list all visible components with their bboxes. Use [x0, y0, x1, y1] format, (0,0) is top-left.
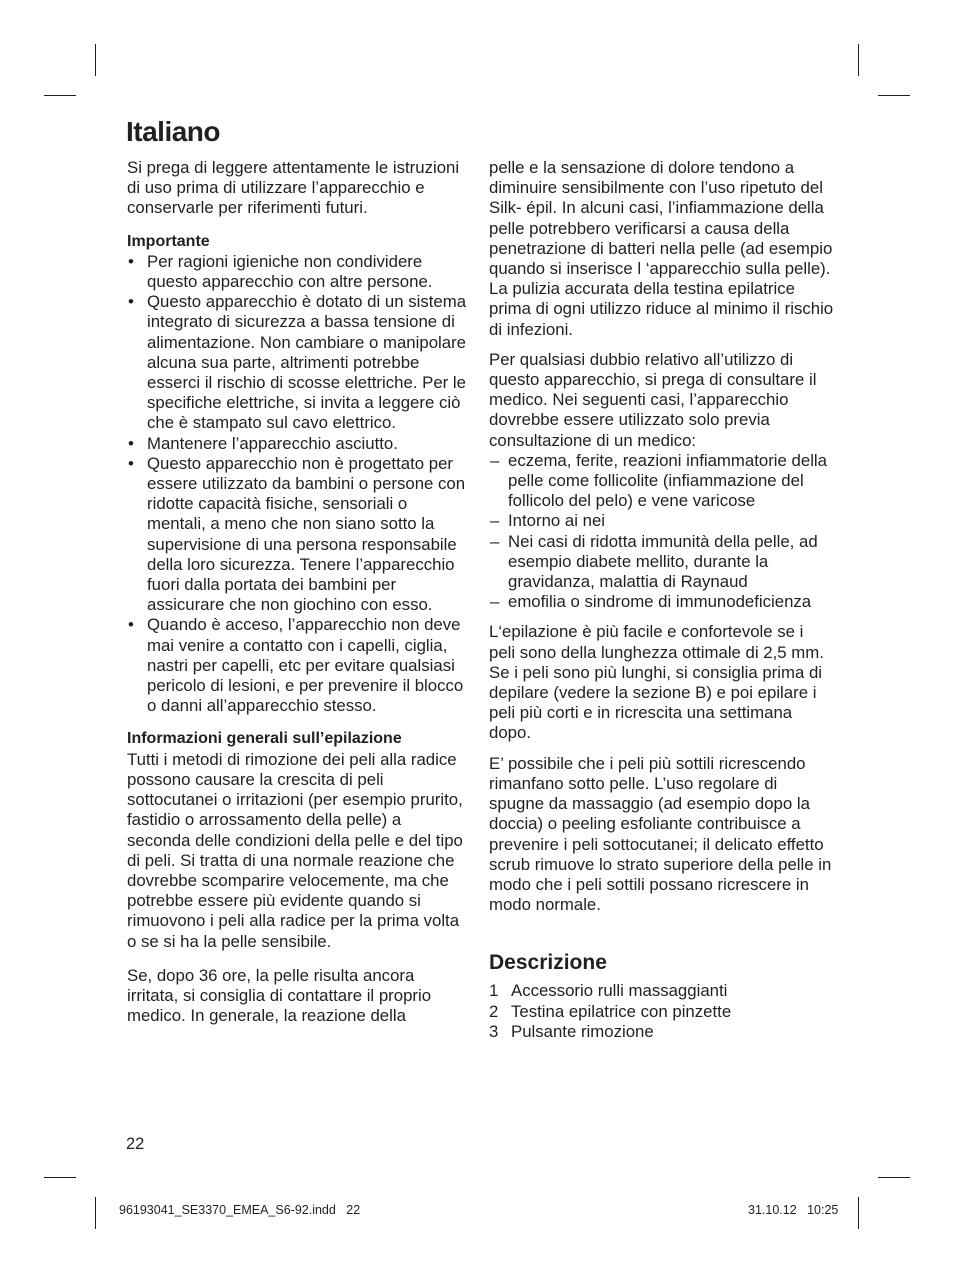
list-item: • Mantenere l’apparecchio asciutto.	[127, 434, 467, 454]
list-item: – eczema, ferite, reazioni infiammatorie della pelle come follicolite (infiammazione del follicolo del pelo) e vene varicose	[489, 451, 834, 512]
part-number: 3	[489, 1021, 499, 1041]
part-label: Pulsante rimozione	[511, 1021, 654, 1041]
crop-mark	[878, 95, 910, 96]
footer-file-info: 96193041_SE3370_EMEA_S6-92.indd 22	[119, 1203, 361, 1217]
part-label: Accessorio rulli massaggianti	[511, 981, 728, 1001]
continued-paragraph: pelle e la sensazione di dolore tendono a diminuire sensibilmente con l’uso ripetuto del Silk- épil. In alcuni casi, l’infiammazione della pelle potrebbero verificarsi a causa della penetrazione di batteri nella pelle (ad esempio quando si inserisce l ‘apparecchio sulla pelle). La pulizia accurata della testina epilatrice prima di ogni utilizzo riduce al minimo il rischio di infezioni.	[489, 158, 834, 339]
crop-mark	[95, 44, 96, 76]
list-item	[489, 1002, 834, 1022]
list-item: – Nei casi di ridotta immunità della pelle, ad esempio diabete mellito, durante la gravidanza, malattia di Raynaud	[489, 532, 834, 593]
page-title: Italiano	[126, 116, 221, 147]
crop-mark	[878, 1177, 910, 1178]
parts-list	[489, 981, 834, 1042]
list-item: – Intorno ai nei	[489, 511, 834, 531]
list-item: – emofilia o sindrome di immunodeficienza	[489, 592, 834, 612]
intro-paragraph: Si prega di leggere attentamente le istruzioni di uso prima di utilizzare l’apparecchio e conservarle per riferimenti futuri.	[127, 158, 460, 218]
part-number: 1	[489, 981, 499, 1001]
list-item: • Questo apparecchio è dotato di un sistema integrato di sicurezza a bassa tensione di alimentazione. Non cambiare o manipolare alcuna sua parte, altrimenti potrebbe esserci il rischio di scosse elettriche. Per le specifiche elettriche, si invita a leggere ciò che è stampato sul cavo elettrico.	[127, 292, 467, 433]
part-label: Testina epilatrice con pinzette	[511, 1001, 732, 1021]
list-item	[489, 1022, 834, 1042]
part-number: 2	[489, 1001, 499, 1021]
general-info-paragraph: Tutti i metodi di rimozione dei peli alla radice possono causare la crescita di peli sottocutanei o irritazioni (per esempio prurito, fastidio o arrossamento della pelle) a seconda delle condizioni della pelle e del tipo di peli. Si tratta di una normale reazione che dovrebbe scomparire velocemente, ma che potrebbe essere più evidente quando si rimuovono i peli alla radice per la prima volta o se si ha la pelle sensibile.	[127, 749, 463, 951]
after-36h-paragraph: Se, dopo 36 ore, la pelle risulta ancora irritata, si consiglia di contattare il proprio medico. In generale, la reazione della	[127, 965, 432, 1026]
conditions-list	[489, 451, 834, 613]
crop-mark	[44, 1177, 76, 1178]
important-list	[127, 252, 467, 717]
list-item	[489, 981, 834, 1001]
list-item: • Quando è acceso, l’apparecchio non deve mai venire a contatto con i capelli, ciglia, nastri per capelli, etc per evitare qualsiasi pericolo di lesioni, e per prevenire il blocco o danni all’apparecchio stesso.	[127, 615, 467, 716]
list-item: • Questo apparecchio non è progettato per essere utilizzato da bambini o persone con ridotte capacità fisiche, sensoriali o mentali, a meno che non siano sotto la supervisione di una persona responsabile della loro sicurezza. Tenere l’apparecchio fuori dalla portata dei bambini per assicurare che non giochino con esso.	[127, 454, 467, 616]
general-info-heading: Informazioni generali sull’epilazione	[127, 730, 402, 748]
footer-timestamp: 31.10.12 10:25	[748, 1203, 839, 1217]
crop-mark	[858, 1197, 859, 1229]
easier-paragraph: L‘epilazione è più facile e confortevole se i peli sono della lunghezza ottimale di 2,5 mm. Se i peli sono più lunghi, si consiglia prima di depilare (vedere la sezione B) e poi epilare i peli più corti e in ricrescita una settimana dopo.	[489, 622, 824, 743]
left-column	[127, 158, 467, 1026]
description-heading: Descrizione	[489, 951, 607, 975]
important-heading: Importante	[127, 232, 210, 250]
ingrown-paragraph: E’ possibile che i peli più sottili ricrescendo rimanfano sotto pelle. L’uso regolare di spugne da massaggio (ad esempio dopo la doccia) o peeling esfoliante contribuisce a prevenire i peli sottocutanei; il delicato effetto scrub rimuove lo strato superiore della pelle in modo che i peli sottili possano ricrescere in modo normale.	[489, 753, 832, 915]
crop-mark	[44, 95, 76, 96]
right-column	[489, 158, 834, 1042]
page-number: 22	[126, 1135, 145, 1153]
list-item: • Per ragioni igieniche non condividere questo apparecchio con altre persone.	[127, 252, 467, 292]
crop-mark	[858, 44, 859, 76]
crop-mark	[95, 1197, 96, 1229]
doubt-paragraph: Per qualsiasi dubbio relativo all’utilizzo di questo apparecchio, si prega di consultare il medico. Nei seguenti casi, l’apparecchio dovrebbe essere utilizzato solo previa consultazione di un medico:	[489, 349, 817, 450]
